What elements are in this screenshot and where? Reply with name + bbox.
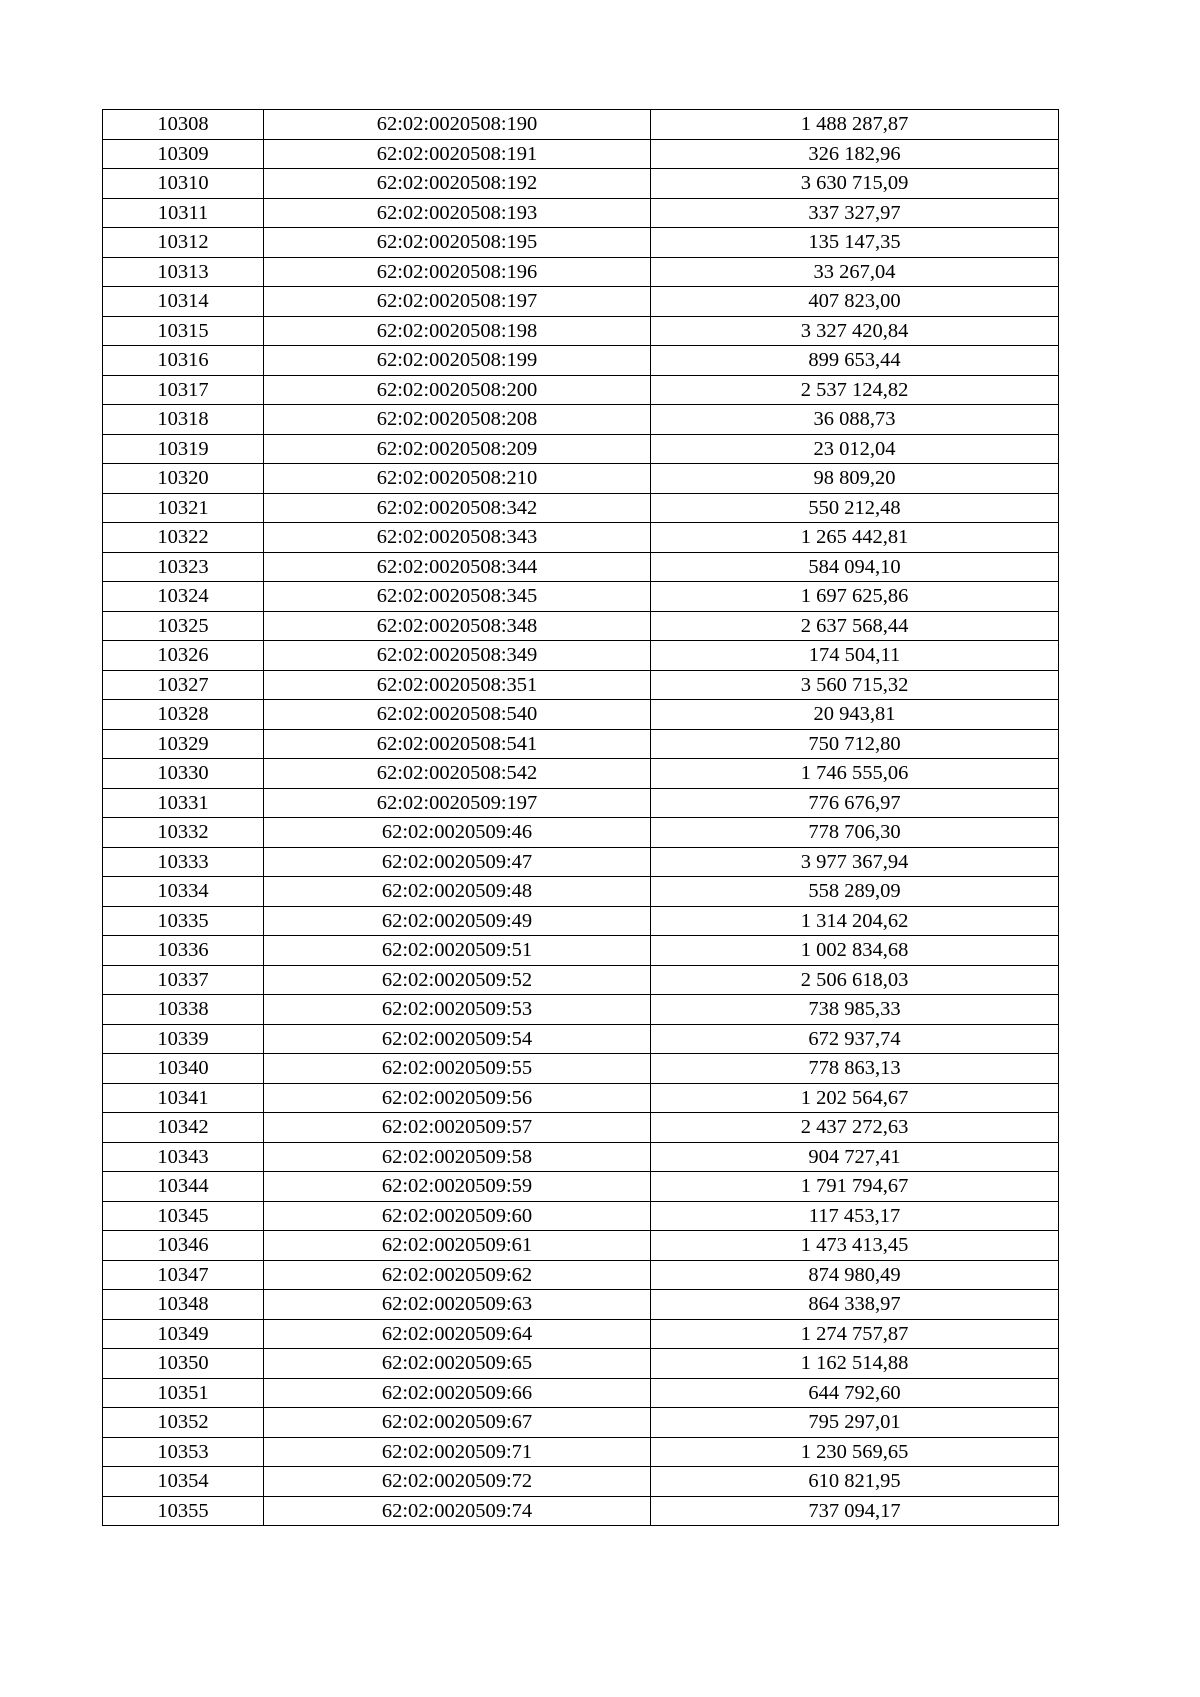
row-number-cell: 10349 — [103, 1319, 264, 1349]
cadastral-value-cell: 672 937,74 — [651, 1024, 1059, 1054]
row-number-cell: 10328 — [103, 700, 264, 730]
row-number-cell: 10318 — [103, 405, 264, 435]
cadastral-number-cell: 62:02:0020508:197 — [264, 287, 651, 317]
table-row — [103, 906, 1059, 936]
table-row — [103, 936, 1059, 966]
cadastral-value-cell: 2 637 568,44 — [651, 611, 1059, 641]
cadastral-number-cell: 62:02:0020508:349 — [264, 641, 651, 671]
cadastral-number-cell: 62:02:0020509:47 — [264, 847, 651, 877]
cadastral-number-cell: 62:02:0020509:63 — [264, 1290, 651, 1320]
table-row — [103, 257, 1059, 287]
row-number-cell: 10350 — [103, 1349, 264, 1379]
cadastral-value-cell: 1 791 794,67 — [651, 1172, 1059, 1202]
row-number-cell: 10340 — [103, 1054, 264, 1084]
cadastral-value-cell: 1 473 413,45 — [651, 1231, 1059, 1261]
cadastral-number-cell: 62:02:0020508:209 — [264, 434, 651, 464]
cadastral-value-cell: 738 985,33 — [651, 995, 1059, 1025]
cadastral-number-cell: 62:02:0020509:66 — [264, 1378, 651, 1408]
row-number-cell: 10323 — [103, 552, 264, 582]
cadastral-number-cell: 62:02:0020508:193 — [264, 198, 651, 228]
table-row — [103, 729, 1059, 759]
cadastral-number-cell: 62:02:0020508:196 — [264, 257, 651, 287]
row-number-cell: 10311 — [103, 198, 264, 228]
cadastral-number-cell: 62:02:0020509:53 — [264, 995, 651, 1025]
cadastral-number-cell: 62:02:0020508:208 — [264, 405, 651, 435]
cadastral-number-cell: 62:02:0020509:64 — [264, 1319, 651, 1349]
row-number-cell: 10319 — [103, 434, 264, 464]
cadastral-number-cell: 62:02:0020509:59 — [264, 1172, 651, 1202]
cadastral-number-cell: 62:02:0020509:46 — [264, 818, 651, 848]
cadastral-value-cell: 20 943,81 — [651, 700, 1059, 730]
row-number-cell: 10348 — [103, 1290, 264, 1320]
cadastral-value-cell: 3 327 420,84 — [651, 316, 1059, 346]
row-number-cell: 10332 — [103, 818, 264, 848]
cadastral-number-cell: 62:02:0020509:197 — [264, 788, 651, 818]
row-number-cell: 10342 — [103, 1113, 264, 1143]
table-row — [103, 1349, 1059, 1379]
cadastral-value-cell: 2 537 124,82 — [651, 375, 1059, 405]
table-body — [103, 110, 1059, 1526]
table-row — [103, 375, 1059, 405]
table-row — [103, 1231, 1059, 1261]
table-row — [103, 110, 1059, 140]
row-number-cell: 10343 — [103, 1142, 264, 1172]
table-row — [103, 1319, 1059, 1349]
row-number-cell: 10353 — [103, 1437, 264, 1467]
cadastral-value-cell: 795 297,01 — [651, 1408, 1059, 1438]
table-row — [103, 434, 1059, 464]
cadastral-value-cell: 36 088,73 — [651, 405, 1059, 435]
row-number-cell: 10345 — [103, 1201, 264, 1231]
table-row — [103, 1142, 1059, 1172]
table-row — [103, 847, 1059, 877]
cadastral-number-cell: 62:02:0020508:540 — [264, 700, 651, 730]
cadastral-value-cell: 1 274 757,87 — [651, 1319, 1059, 1349]
cadastral-value-cell: 3 630 715,09 — [651, 169, 1059, 199]
cadastral-number-cell: 62:02:0020509:56 — [264, 1083, 651, 1113]
table-row — [103, 1408, 1059, 1438]
row-number-cell: 10312 — [103, 228, 264, 258]
cadastral-number-cell: 62:02:0020509:67 — [264, 1408, 651, 1438]
table-row — [103, 493, 1059, 523]
row-number-cell: 10336 — [103, 936, 264, 966]
cadastral-number-cell: 62:02:0020508:541 — [264, 729, 651, 759]
row-number-cell: 10354 — [103, 1467, 264, 1497]
table-row — [103, 1437, 1059, 1467]
table-row — [103, 1172, 1059, 1202]
table-row — [103, 1054, 1059, 1084]
cadastral-value-cell: 864 338,97 — [651, 1290, 1059, 1320]
table-row — [103, 346, 1059, 376]
table-row — [103, 1290, 1059, 1320]
cadastral-value-cell: 776 676,97 — [651, 788, 1059, 818]
table-row — [103, 1083, 1059, 1113]
table-row — [103, 611, 1059, 641]
row-number-cell: 10316 — [103, 346, 264, 376]
table-row — [103, 995, 1059, 1025]
row-number-cell: 10314 — [103, 287, 264, 317]
cadastral-number-cell: 62:02:0020508:351 — [264, 670, 651, 700]
cadastral-value-cell: 778 863,13 — [651, 1054, 1059, 1084]
row-number-cell: 10346 — [103, 1231, 264, 1261]
cadastral-value-cell: 23 012,04 — [651, 434, 1059, 464]
cadastral-value-cell: 1 746 555,06 — [651, 759, 1059, 789]
row-number-cell: 10337 — [103, 965, 264, 995]
row-number-cell: 10321 — [103, 493, 264, 523]
cadastral-number-cell: 62:02:0020508:192 — [264, 169, 651, 199]
cadastral-value-cell: 407 823,00 — [651, 287, 1059, 317]
cadastral-number-cell: 62:02:0020508:199 — [264, 346, 651, 376]
cadastral-value-cell: 1 230 569,65 — [651, 1437, 1059, 1467]
table-row — [103, 287, 1059, 317]
row-number-cell: 10347 — [103, 1260, 264, 1290]
cadastral-value-cell: 1 162 514,88 — [651, 1349, 1059, 1379]
cadastral-value-cell: 98 809,20 — [651, 464, 1059, 494]
cadastral-value-cell: 584 094,10 — [651, 552, 1059, 582]
row-number-cell: 10333 — [103, 847, 264, 877]
table-row — [103, 759, 1059, 789]
row-number-cell: 10338 — [103, 995, 264, 1025]
cadastral-value-cell: 904 727,41 — [651, 1142, 1059, 1172]
table-row — [103, 552, 1059, 582]
cadastral-value-cell: 117 453,17 — [651, 1201, 1059, 1231]
cadastral-value-cell: 610 821,95 — [651, 1467, 1059, 1497]
cadastral-number-cell: 62:02:0020509:57 — [264, 1113, 651, 1143]
cadastral-value-cell: 1 002 834,68 — [651, 936, 1059, 966]
table-row — [103, 1467, 1059, 1497]
table-row — [103, 965, 1059, 995]
cadastral-value-cell: 3 560 715,32 — [651, 670, 1059, 700]
cadastral-value-cell: 550 212,48 — [651, 493, 1059, 523]
cadastral-number-cell: 62:02:0020509:54 — [264, 1024, 651, 1054]
row-number-cell: 10330 — [103, 759, 264, 789]
row-number-cell: 10308 — [103, 110, 264, 140]
cadastral-value-cell: 778 706,30 — [651, 818, 1059, 848]
row-number-cell: 10317 — [103, 375, 264, 405]
table-row — [103, 641, 1059, 671]
row-number-cell: 10344 — [103, 1172, 264, 1202]
row-number-cell: 10355 — [103, 1496, 264, 1526]
row-number-cell: 10331 — [103, 788, 264, 818]
cadastral-number-cell: 62:02:0020509:61 — [264, 1231, 651, 1261]
row-number-cell: 10310 — [103, 169, 264, 199]
cadastral-value-cell: 3 977 367,94 — [651, 847, 1059, 877]
row-number-cell: 10352 — [103, 1408, 264, 1438]
cadastral-number-cell: 62:02:0020509:60 — [264, 1201, 651, 1231]
table-row — [103, 523, 1059, 553]
cadastral-number-cell: 62:02:0020508:198 — [264, 316, 651, 346]
cadastral-value-cell: 2 437 272,63 — [651, 1113, 1059, 1143]
cadastral-number-cell: 62:02:0020509:62 — [264, 1260, 651, 1290]
row-number-cell: 10324 — [103, 582, 264, 612]
cadastral-number-cell: 62:02:0020508:343 — [264, 523, 651, 553]
table-row — [103, 1260, 1059, 1290]
row-number-cell: 10322 — [103, 523, 264, 553]
cadastral-number-cell: 62:02:0020508:190 — [264, 110, 651, 140]
row-number-cell: 10335 — [103, 906, 264, 936]
cadastral-value-cell: 33 267,04 — [651, 257, 1059, 287]
cadastral-value-cell: 1 265 442,81 — [651, 523, 1059, 553]
cadastral-value-cell: 644 792,60 — [651, 1378, 1059, 1408]
cadastral-value-table — [102, 109, 1059, 1526]
row-number-cell: 10327 — [103, 670, 264, 700]
table-row — [103, 582, 1059, 612]
cadastral-value-cell: 1 314 204,62 — [651, 906, 1059, 936]
table-row — [103, 139, 1059, 169]
row-number-cell: 10329 — [103, 729, 264, 759]
row-number-cell: 10351 — [103, 1378, 264, 1408]
cadastral-number-cell: 62:02:0020509:51 — [264, 936, 651, 966]
row-number-cell: 10315 — [103, 316, 264, 346]
cadastral-value-cell: 1 697 625,86 — [651, 582, 1059, 612]
row-number-cell: 10339 — [103, 1024, 264, 1054]
table-row — [103, 670, 1059, 700]
table-row — [103, 1496, 1059, 1526]
cadastral-number-cell: 62:02:0020509:48 — [264, 877, 651, 907]
row-number-cell: 10313 — [103, 257, 264, 287]
table-row — [103, 405, 1059, 435]
table-row — [103, 316, 1059, 346]
cadastral-value-cell: 558 289,09 — [651, 877, 1059, 907]
table-row — [103, 198, 1059, 228]
table-row — [103, 700, 1059, 730]
table-row — [103, 1378, 1059, 1408]
cadastral-number-cell: 62:02:0020509:52 — [264, 965, 651, 995]
cadastral-value-cell: 326 182,96 — [651, 139, 1059, 169]
cadastral-number-cell: 62:02:0020508:344 — [264, 552, 651, 582]
table-row — [103, 464, 1059, 494]
cadastral-number-cell: 62:02:0020508:200 — [264, 375, 651, 405]
cadastral-value-cell: 1 488 287,87 — [651, 110, 1059, 140]
cadastral-number-cell: 62:02:0020509:55 — [264, 1054, 651, 1084]
cadastral-number-cell: 62:02:0020508:195 — [264, 228, 651, 258]
cadastral-value-cell: 1 202 564,67 — [651, 1083, 1059, 1113]
cadastral-number-cell: 62:02:0020509:65 — [264, 1349, 651, 1379]
row-number-cell: 10341 — [103, 1083, 264, 1113]
cadastral-value-cell: 750 712,80 — [651, 729, 1059, 759]
cadastral-number-cell: 62:02:0020508:342 — [264, 493, 651, 523]
row-number-cell: 10334 — [103, 877, 264, 907]
cadastral-value-cell: 737 094,17 — [651, 1496, 1059, 1526]
table-row — [103, 818, 1059, 848]
table-row — [103, 1201, 1059, 1231]
table-row — [103, 228, 1059, 258]
cadastral-number-cell: 62:02:0020508:345 — [264, 582, 651, 612]
cadastral-number-cell: 62:02:0020509:74 — [264, 1496, 651, 1526]
cadastral-value-cell: 174 504,11 — [651, 641, 1059, 671]
table-row — [103, 1113, 1059, 1143]
cadastral-number-cell: 62:02:0020508:191 — [264, 139, 651, 169]
cadastral-value-cell: 874 980,49 — [651, 1260, 1059, 1290]
cadastral-value-cell: 2 506 618,03 — [651, 965, 1059, 995]
cadastral-value-cell: 135 147,35 — [651, 228, 1059, 258]
cadastral-number-cell: 62:02:0020509:49 — [264, 906, 651, 936]
cadastral-number-cell: 62:02:0020508:542 — [264, 759, 651, 789]
table-row — [103, 877, 1059, 907]
table-row — [103, 169, 1059, 199]
cadastral-number-cell: 62:02:0020508:348 — [264, 611, 651, 641]
cadastral-number-cell: 62:02:0020509:72 — [264, 1467, 651, 1497]
cadastral-value-cell: 899 653,44 — [651, 346, 1059, 376]
cadastral-number-cell: 62:02:0020508:210 — [264, 464, 651, 494]
cadastral-number-cell: 62:02:0020509:58 — [264, 1142, 651, 1172]
row-number-cell: 10326 — [103, 641, 264, 671]
table-row — [103, 788, 1059, 818]
row-number-cell: 10309 — [103, 139, 264, 169]
cadastral-value-cell: 337 327,97 — [651, 198, 1059, 228]
row-number-cell: 10320 — [103, 464, 264, 494]
cadastral-number-cell: 62:02:0020509:71 — [264, 1437, 651, 1467]
table-row — [103, 1024, 1059, 1054]
row-number-cell: 10325 — [103, 611, 264, 641]
